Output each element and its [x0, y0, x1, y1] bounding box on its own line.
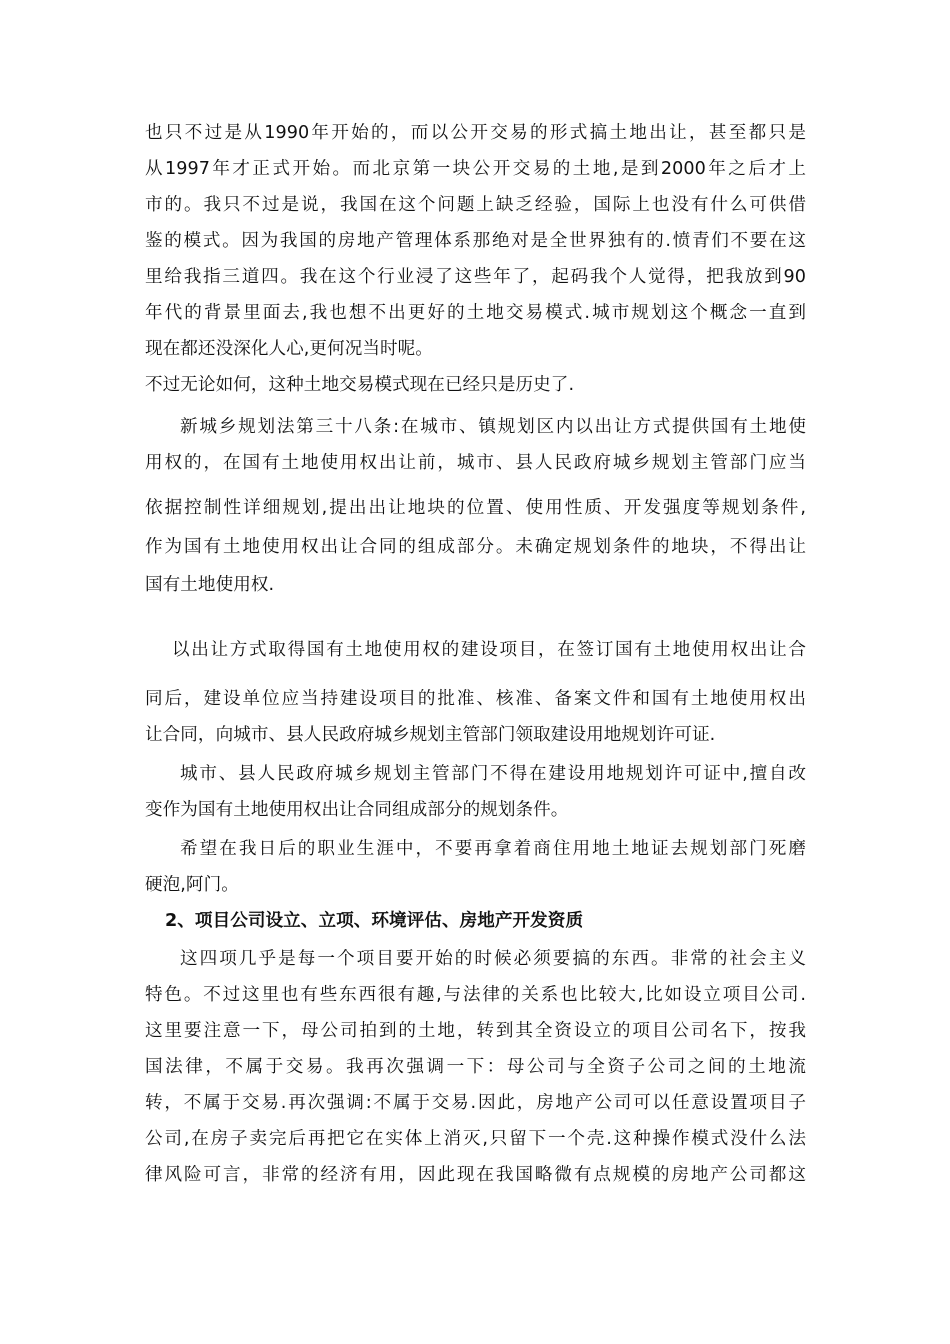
- text-line-25: 国法律，不属于交易。我再次强调一下：母公司与全资子公司之间的土地流: [145, 1057, 806, 1077]
- text-line-27: 公司,在房子卖完后再把它在实体上消灭,只留下一个壳.这种操作模式没什么法: [145, 1129, 806, 1149]
- text-line-19: 希望在我日后的职业生涯中，不要再拿着商住用地土地证去规划部门死磨: [180, 839, 806, 859]
- text-line-3: 市的。我只不过是说，我国在这个问题上缺乏经验，国际上也没有什么可供借: [145, 195, 806, 215]
- text-line-14: 以出让方式取得国有土地使用权的建设项目，在签订国有土地使用权出让合: [172, 640, 806, 660]
- text-line-9: 新城乡规划法第三十八条:在城市、镇规划区内以出让方式提供国有土地使: [180, 417, 806, 437]
- text-line-16: 让合同，向城市、县人民政府城乡规划主管部门领取建设用地规划许可证.: [145, 725, 716, 745]
- section-heading: 2、项目公司设立、立项、环境评估、房地产开发资质: [165, 911, 584, 931]
- text-line-10: 用权的，在国有土地使用权出让前，城市、县人民政府城乡规划主管部门应当: [145, 453, 806, 473]
- text-line-13: 国有土地使用权.: [145, 575, 275, 595]
- text-line-5: 里给我指三道四。我在这个行业浸了这些年了，起码我个人觉得，把我放到90: [145, 267, 806, 287]
- text-line-4: 鉴的模式。因为我国的房地产管理体系那绝对是全世界独有的.愤青们不要在这: [145, 231, 806, 251]
- text-line-17: 城市、县人民政府城乡规划主管部门不得在建设用地规划许可证中,擅自改: [180, 764, 806, 784]
- text-line-12: 作为国有土地使用权出让合同的组成部分。未确定规划条件的地块，不得出让: [145, 537, 806, 557]
- text-line-22: 这四项几乎是每一个项目要开始的时候必须要搞的东西。非常的社会主义: [180, 949, 806, 969]
- text-line-24: 这里要注意一下，母公司拍到的土地，转到其全资设立的项目公司名下，按我: [145, 1021, 806, 1041]
- text-line-28: 律风险可言，非常的经济有用，因此现在我国略微有点规模的房地产公司都这: [145, 1165, 806, 1185]
- text-line-8: 不过无论如何，这种土地交易模式现在已经只是历史了.: [145, 375, 575, 395]
- text-line-26: 转，不属于交易.再次强调:不属于交易.因此，房地产公司可以任意设置项目子: [145, 1093, 806, 1113]
- text-line-7: 现在都还没深化人心,更何况当时呢。: [145, 339, 433, 359]
- text-line-15: 同后，建设单位应当持建设项目的批准、核准、备案文件和国有土地使用权出: [145, 689, 806, 709]
- text-line-6: 年代的背景里面去,我也想不出更好的土地交易模式.城市规划这个概念一直到: [145, 303, 806, 323]
- text-line-18: 变作为国有土地使用权出让合同组成部分的规划条件。: [145, 800, 569, 820]
- text-line-2: 从1997年才正式开始。而北京第一块公开交易的土地,是到2000年之后才上: [145, 159, 806, 179]
- text-line-11: 依据控制性详细规划,提出出让地块的位置、使用性质、开发强度等规划条件,: [145, 498, 806, 518]
- text-line-1: 也只不过是从1990年开始的，而以公开交易的形式搞土地出让，甚至都只是: [145, 123, 806, 143]
- text-line-20: 硬泡,阿门。: [145, 875, 239, 895]
- text-line-23: 特色。不过这里也有些东西很有趣,与法律的关系也比较大,比如设立项目公司.: [145, 985, 806, 1005]
